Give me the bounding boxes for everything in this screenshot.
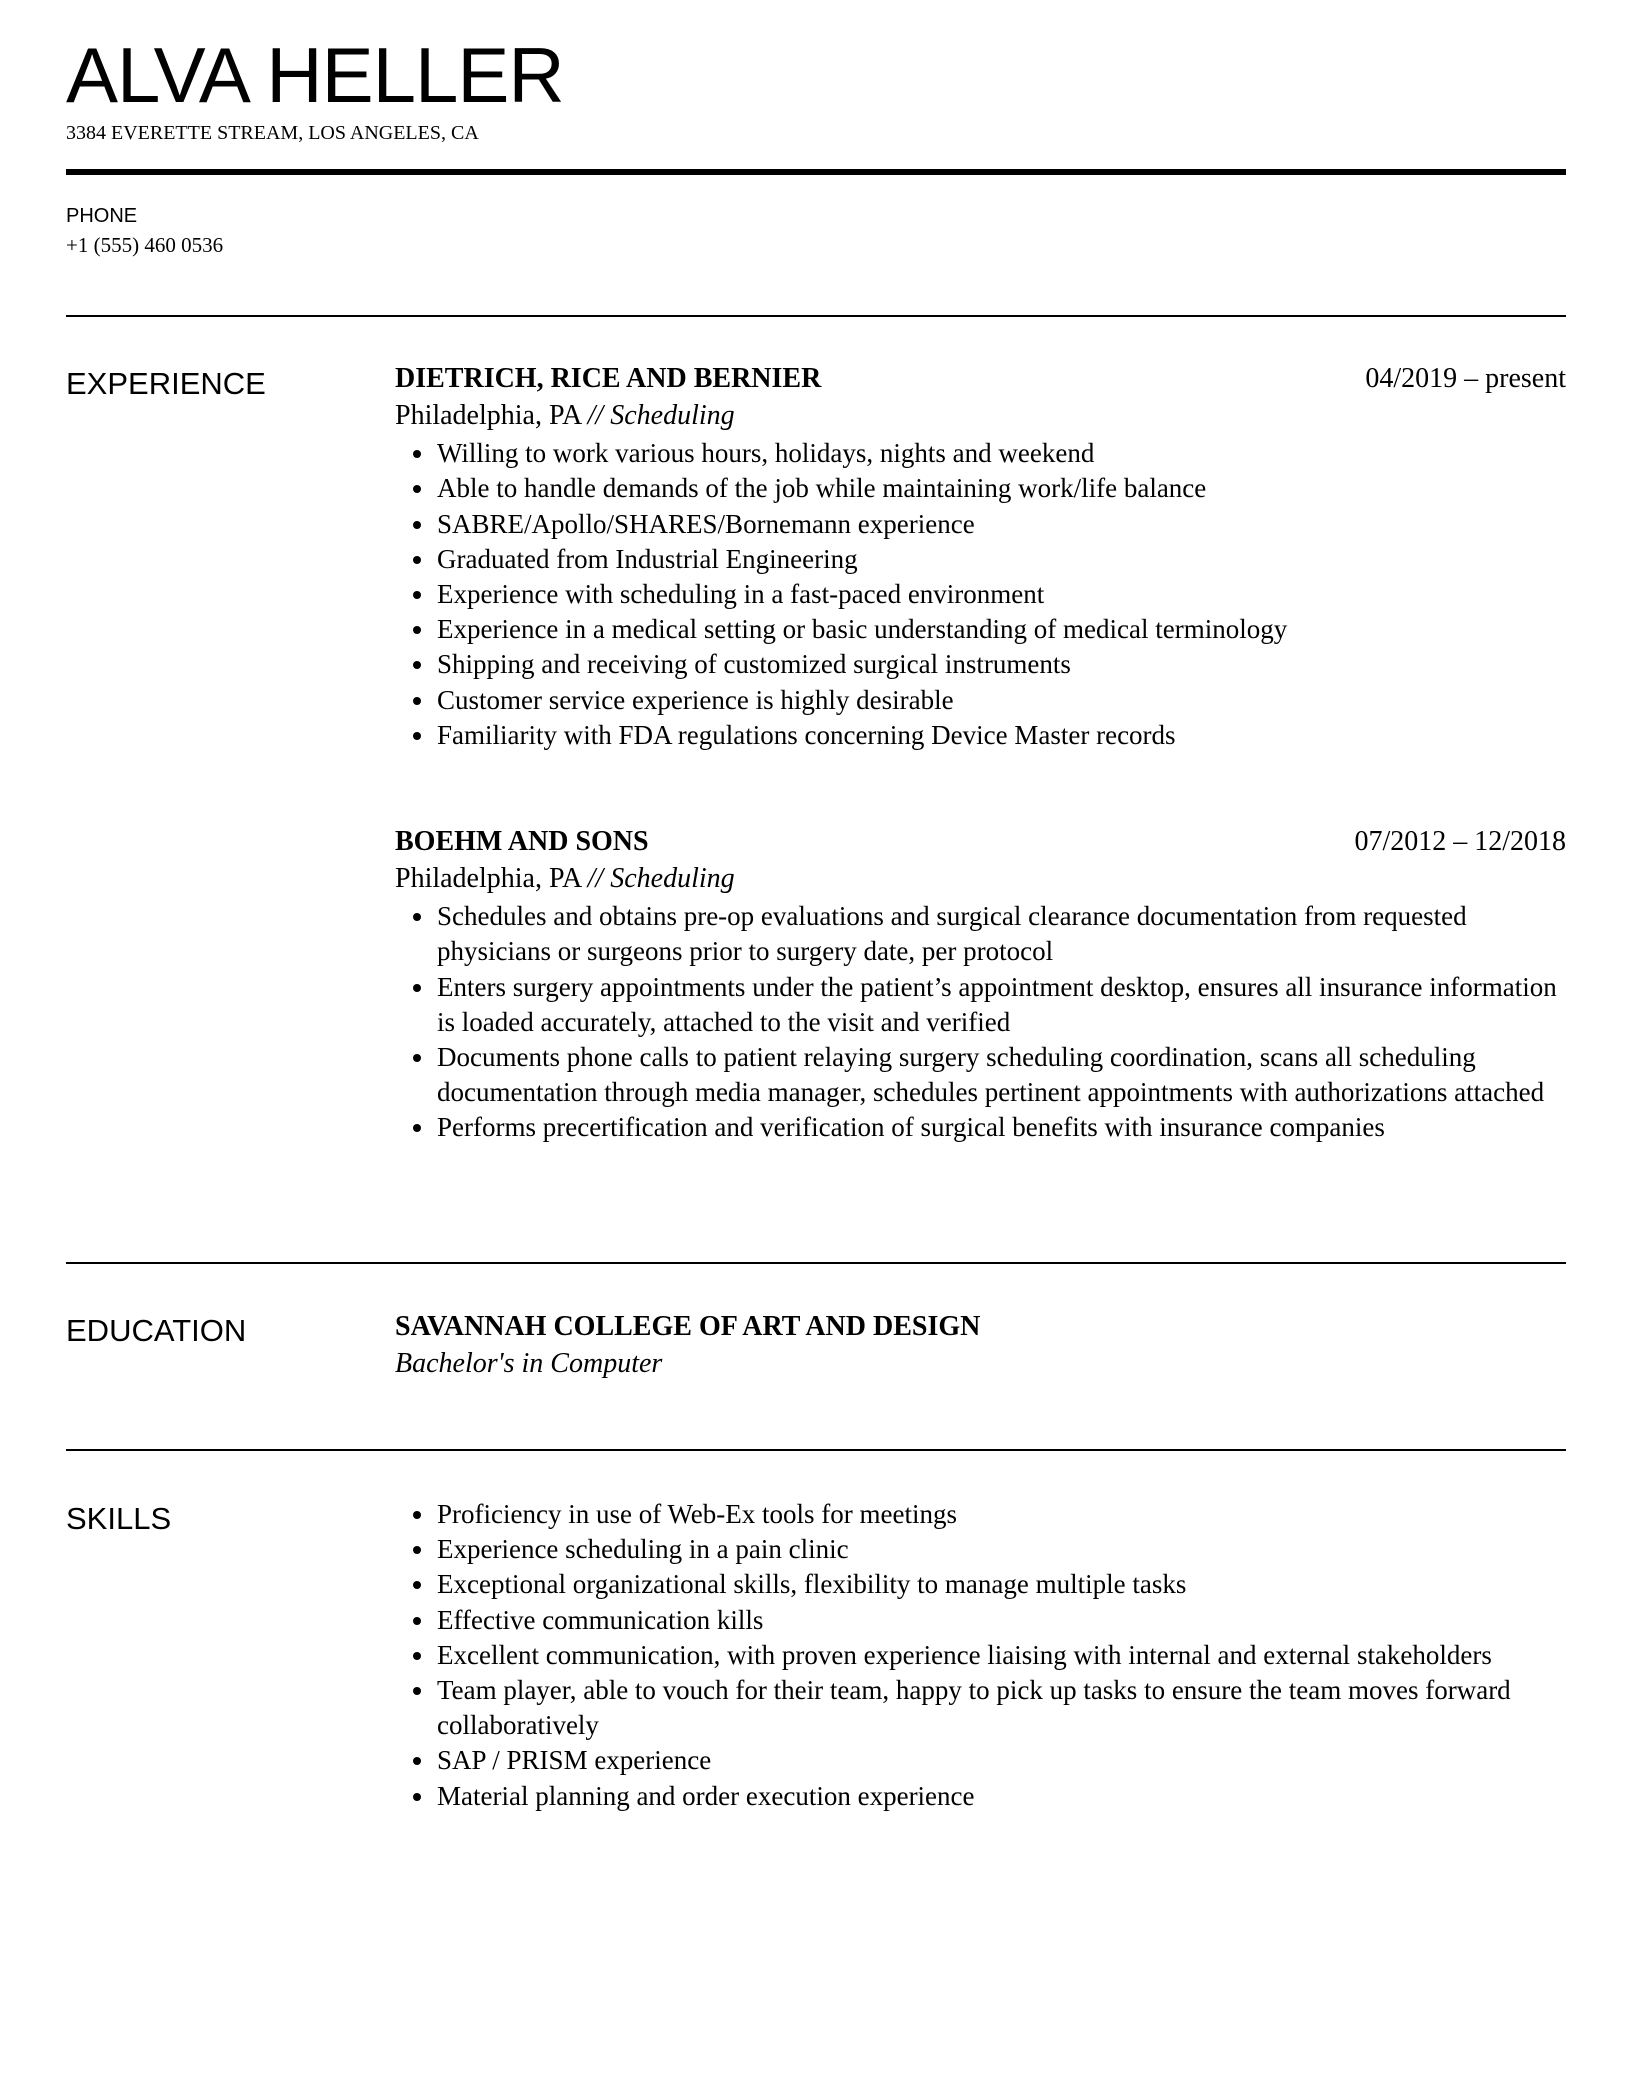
- degree: Bachelor's in Computer: [395, 1348, 663, 1380]
- candidate-name: ALVA HELLER: [66, 31, 564, 119]
- list-item: Material planning and order execution experience: [437, 1779, 1566, 1814]
- list-item: Exceptional organizational skills, flexibility to manage multiple tasks: [437, 1567, 1566, 1602]
- phone-label: PHONE: [66, 205, 138, 227]
- list-item: Willing to work various hours, holidays, nights and weekend: [437, 436, 1566, 471]
- job-entry: [395, 824, 1566, 1146]
- candidate-address: 3384 EVERETTE STREAM, LOS ANGELES, CA: [66, 122, 479, 144]
- list-item: Shipping and receiving of customized surgical instruments: [437, 647, 1566, 682]
- section-divider: [66, 315, 1566, 317]
- list-item: Schedules and obtains pre-op evaluations and surgical clearance documentation from requested physicians or surgeons prior to surgery date, per protocol: [437, 899, 1566, 969]
- list-item: Proficiency in use of Web-Ex tools for meetings: [437, 1497, 1566, 1532]
- skills-list: [395, 1497, 1566, 1814]
- company-name: DIETRICH, RICE AND BERNIER: [395, 363, 822, 394]
- list-item: Team player, able to vouch for their team, happy to pick up tasks to ensure the team moves forward collaboratively: [437, 1673, 1566, 1743]
- job-dates: 04/2019 – present: [1365, 363, 1566, 394]
- list-item: SABRE/Apollo/SHARES/Bornemann experience: [437, 507, 1566, 542]
- job-header: [395, 361, 1566, 396]
- skills-list-container: [395, 1497, 1566, 1814]
- job-bullets: [395, 436, 1566, 753]
- job-role: // Scheduling: [587, 400, 735, 432]
- list-item: Performs precertification and verification of surgical benefits with insurance companies: [437, 1110, 1566, 1145]
- list-item: SAP / PRISM experience: [437, 1743, 1566, 1778]
- list-item: Experience with scheduling in a fast-paced environment: [437, 577, 1566, 612]
- job-location: Philadelphia, PA: [395, 400, 581, 432]
- list-item: Able to handle demands of the job while maintaining work/life balance: [437, 471, 1566, 506]
- list-item: Excellent communication, with proven experience liaising with internal and external stakeholders: [437, 1638, 1566, 1673]
- phone-number: +1 (555) 460 0536: [66, 233, 224, 257]
- education-heading: EDUCATION: [66, 1313, 247, 1348]
- list-item: Familiarity with FDA regulations concerning Device Master records: [437, 718, 1566, 753]
- job-dates: 07/2012 – 12/2018: [1354, 826, 1566, 857]
- experience-heading: EXPERIENCE: [66, 366, 266, 401]
- job-location-line: [395, 859, 1566, 899]
- job-header: [395, 824, 1566, 859]
- education-entry: [395, 1309, 1566, 1384]
- list-item: Graduated from Industrial Engineering: [437, 542, 1566, 577]
- list-item: Documents phone calls to patient relaying surgery scheduling coordination, scans all scheduling documentation through media manager, schedules pertinent appointments with authorizations attached: [437, 1040, 1566, 1110]
- list-item: Effective communication kills: [437, 1603, 1566, 1638]
- company-name: BOEHM AND SONS: [395, 826, 649, 857]
- job-entry: [395, 361, 1566, 753]
- job-location-line: [395, 396, 1566, 436]
- job-role: // Scheduling: [587, 863, 735, 895]
- list-item: Customer service experience is highly desirable: [437, 683, 1566, 718]
- list-item: Enters surgery appointments under the patient’s appointment desktop, ensures all insurance information is loaded accurately, attached to the visit and verified: [437, 970, 1566, 1040]
- section-divider: [66, 1449, 1566, 1451]
- school-name: SAVANNAH COLLEGE OF ART AND DESIGN: [395, 1311, 981, 1342]
- section-divider: [66, 1262, 1566, 1264]
- list-item: Experience scheduling in a pain clinic: [437, 1532, 1566, 1567]
- list-item: Experience in a medical setting or basic understanding of medical terminology: [437, 612, 1566, 647]
- job-location: Philadelphia, PA: [395, 863, 581, 895]
- header-divider: [66, 169, 1566, 175]
- skills-heading: SKILLS: [66, 1501, 172, 1536]
- job-bullets: [395, 899, 1566, 1145]
